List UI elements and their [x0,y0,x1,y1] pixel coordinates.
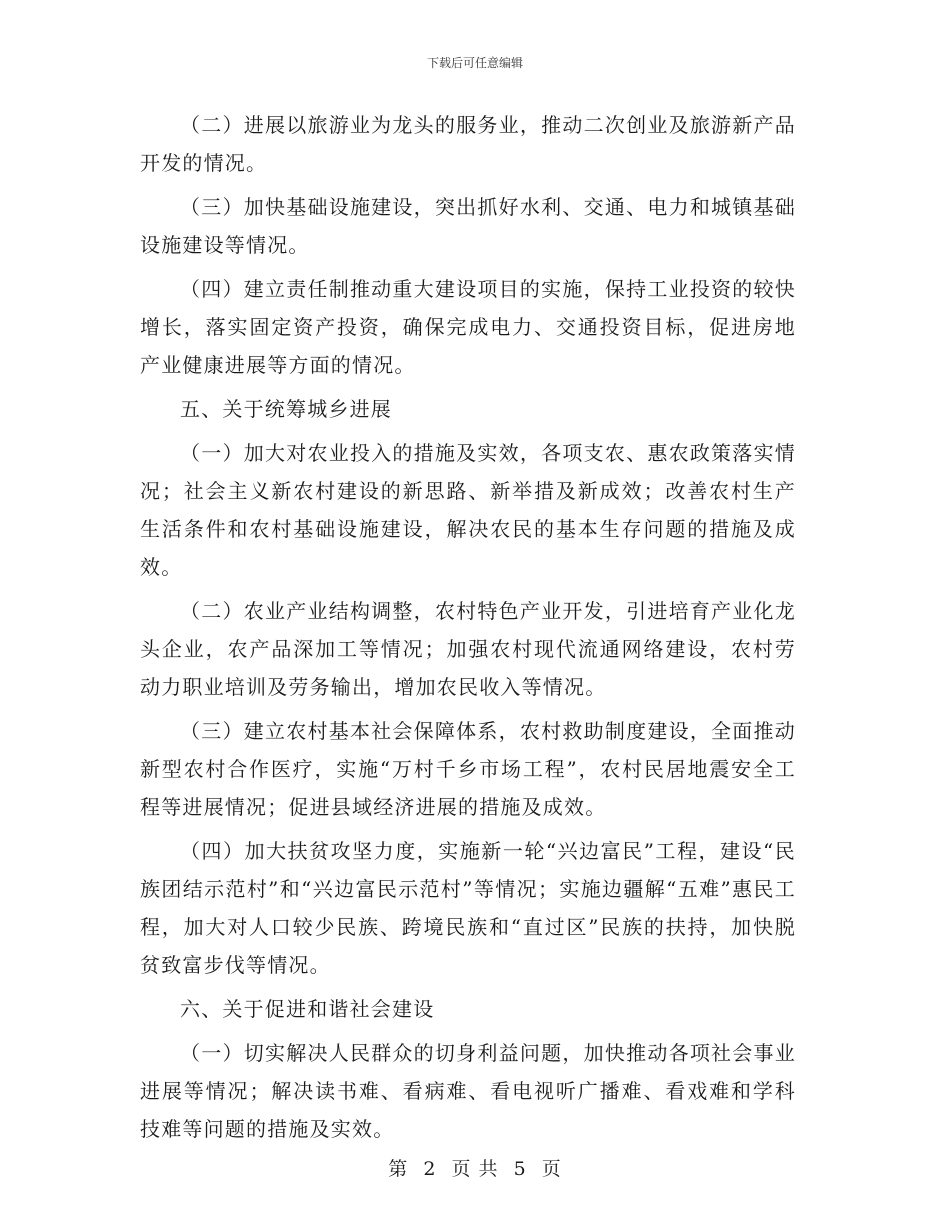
paragraph: （一）切实解决人民群众的切身利益问题，加快推动各项社会事业进展等情况；解决读书难、看病难、看电视听广播难、看戏难和学科技难等问题的措施及实效。 [140,1041,796,1141]
paragraph: （四）加大扶贫攻坚力度，实施新一轮“兴边富民”工程，建设“民族团结示范村”和“兴边富民示范村”等情况；实施边疆解“五难”惠民工程，加大对人口较少民族、跨境民族和“直过区”民族的扶持，加快脱贫致富步伐等情况。 [140,839,796,977]
page-header-note: 下载后可任意编辑 [426,56,523,70]
paragraph: （四）建立责任制推动重大建设项目的实施，保持工业投资的较快增长，落实固定资产投资，确保完成电力、交通投资目标，促进房地产业健康进展等方面的情况。 [140,277,796,377]
paragraph: （二）农业产业结构调整，农村特色产业开发，引进培育产业化龙头企业，农产品深加工等情况；加强农村现代流通网络建设，农村劳动力职业培训及劳务输出，增加农民收入等情况。 [140,599,796,699]
total-page-count: 5 [513,1158,527,1180]
paragraph: （三）加快基础设施建设，突出抓好水利、交通、电力和城镇基础设施建设等情况。 [140,195,796,257]
document-body [140,106,796,1154]
footer-middle: 页 共 [451,1158,499,1180]
paragraph: （一）加大对农业投入的措施及实效，各项支农、惠农政策落实情况；社会主义新农村建设的新思路、新举措及新成效；改善农村生产生活条件和农村基础设施建设，解决农民的基本生存问题的措施及成效。 [140,441,796,579]
current-page-number: 2 [423,1158,437,1180]
paragraph: （二）进展以旅游业为龙头的服务业，推动二次创业及旅游新产品开发的情况。 [140,113,796,175]
footer-prefix: 第 [388,1158,409,1180]
paragraph: （三）建立农村基本社会保障体系，农村救助制度建设，全面推动新型农村合作医疗，实施“万村千乡市场工程”，农村民居地震安全工程等进展情况；促进县域经济进展的措施及成效。 [140,719,796,819]
footer-suffix: 页 [541,1158,562,1180]
page-footer [0,1154,950,1181]
section-heading: 六、关于促进和谐社会建设 [180,997,435,1021]
section-heading: 五、关于统筹城乡进展 [180,397,392,421]
